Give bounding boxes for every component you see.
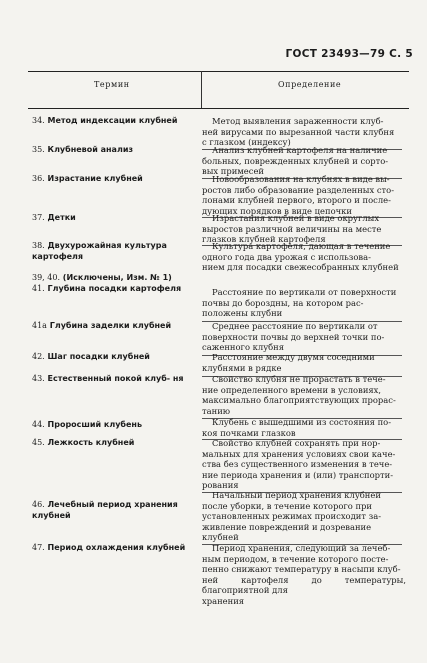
definition-cell: Клубень с вышедшими из состояния по- коя почками глазков bbox=[202, 417, 392, 438]
definition-cell: Период хранения, следующий за лечеб- ным периодом, в течение которого посте- пенно снижают температуру в насыпи клуб- ней картофеля до температуры, благоприятной для хранения bbox=[202, 543, 406, 606]
term-cell: 41. Глубина посадки картофеля bbox=[32, 284, 182, 293]
term-cell: 41а Глубина заделки клубней bbox=[32, 321, 172, 330]
definition-cell: Метод выявления зараженности клуб- ней вирусами по вырезанной части клубня с глазком (индексу) bbox=[202, 116, 395, 148]
term-cell: 38. Двухурожайная культура картофеля bbox=[32, 241, 167, 261]
table-top-rule bbox=[28, 71, 409, 72]
term-cell: 34. Метод индексации клубней bbox=[32, 116, 178, 125]
table-header-rule bbox=[28, 108, 409, 109]
definition-cell: Начальный период хранения клубней после уборки, в течение которого при установленных режимах происходит за- живление повреждений и дозревание клубней bbox=[202, 490, 382, 543]
definition-cell: Свойство клубня не прорастать в тече- ние определенного времени в условиях, максимально благоприятствующих прорас- танию bbox=[202, 374, 396, 416]
term-cell: 36. Израстание клубней bbox=[32, 174, 143, 183]
definition-cell: Среднее расстояние по вертикали от поверхности почвы до верхней точки по- саженного клубня bbox=[202, 321, 385, 353]
term-cell: 46. Лечебный период хранения клубней bbox=[32, 500, 178, 520]
definition-cell: Культура картофеля, дающая в течение одного года два урожая с использова- нием для посадки свежесобранных клубней bbox=[202, 241, 399, 273]
term-cell: 37. Детки bbox=[32, 213, 76, 222]
definition-cell: Расстояние между двумя соседними клубнями в рядке bbox=[202, 352, 375, 373]
definition-cell: Расстояние по вертикали от поверхности почвы до бороздны, на котором рас- положены клубни bbox=[202, 287, 397, 319]
column-header-definition: Определение bbox=[278, 80, 342, 89]
definition-cell: Новообразования на клубнях в виде вы- ростов либо образование разделенных сто- лонами клубней первого, второго и после- дующих порядков в виде цепочки bbox=[202, 174, 395, 216]
column-header-term: Термин bbox=[94, 80, 130, 89]
definition-cell: Израстания клубней в виде округлых выростов различной величины на месте глазков клубней картофеля bbox=[202, 213, 382, 245]
definition-cell: Свойство клубней сохранять при нор- мальных для хранения условиях свои каче- ства без существенного изменения в тече- ние периода хранения и (или) транспорти- рования bbox=[202, 438, 396, 491]
term-cell: 44. Проросший клубень bbox=[32, 420, 143, 429]
term-cell: 39, 40. (Исключены, Изм. № 1) bbox=[32, 273, 172, 282]
page-header: ГОСТ 23493—79 С. 5 bbox=[285, 48, 413, 60]
term-cell: 42. Шаг посадки клубней bbox=[32, 352, 150, 361]
term-cell: 47. Период охлаждения клубней bbox=[32, 543, 186, 552]
term-cell: 45. Лежкость клубней bbox=[32, 438, 135, 447]
column-divider bbox=[201, 71, 202, 108]
term-cell: 35. Клубневой анализ bbox=[32, 145, 134, 154]
term-cell: 43. Естественный покой клуб- ня bbox=[32, 374, 184, 383]
definition-cell: Анализ клубней картофеля на наличие больных, поврежденных клубней и сорто- вых примесей bbox=[202, 145, 389, 177]
